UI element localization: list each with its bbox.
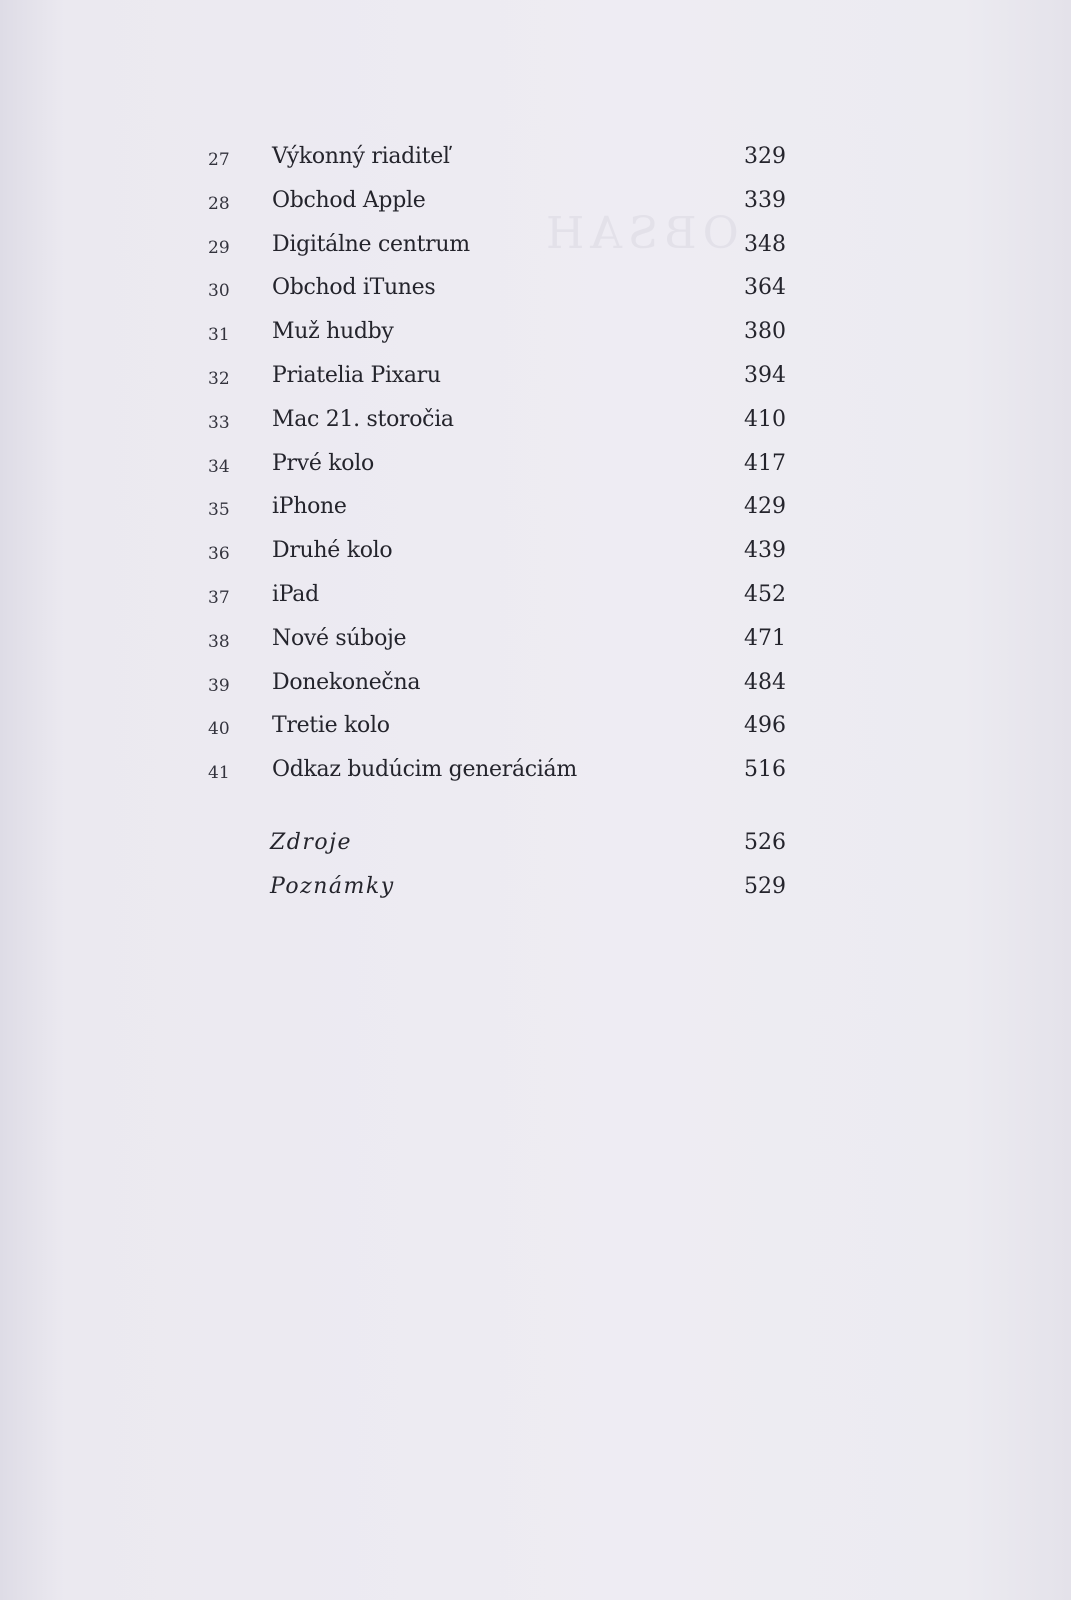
chapter-title: iPhone bbox=[272, 494, 347, 520]
page-number: 496 bbox=[744, 713, 786, 739]
chapter-number: 36 bbox=[208, 544, 230, 565]
chapter-number: 32 bbox=[208, 368, 230, 389]
show-through-heading: OBSAH bbox=[540, 208, 739, 259]
page-number: 417 bbox=[744, 450, 786, 476]
page-number: 394 bbox=[744, 362, 786, 388]
chapter-number: 30 bbox=[208, 281, 230, 302]
chapter-number: 38 bbox=[208, 631, 230, 652]
chapter-title: Obchod Apple bbox=[272, 187, 426, 213]
chapter-title: Odkaz budúcim generáciám bbox=[272, 757, 577, 783]
chapter-title: Priatelia Pixaru bbox=[272, 362, 441, 388]
page-number: 471 bbox=[744, 625, 786, 651]
toc-entry bbox=[0, 447, 1071, 491]
chapter-title: Muž hudby bbox=[272, 319, 394, 345]
page-number: 410 bbox=[744, 406, 786, 432]
chapter-number: 35 bbox=[208, 500, 230, 521]
back-matter-title: Zdroje bbox=[270, 830, 352, 855]
page-number: 364 bbox=[744, 275, 786, 301]
toc-entry bbox=[0, 490, 1071, 534]
toc-entry bbox=[0, 403, 1071, 447]
chapter-number: 40 bbox=[208, 719, 230, 740]
page-number: 380 bbox=[744, 319, 786, 345]
toc-entry bbox=[0, 228, 1071, 272]
back-matter-title: Poznámky bbox=[270, 873, 395, 899]
chapter-title: Mac 21. storočia bbox=[272, 406, 454, 432]
chapter-number: 37 bbox=[208, 587, 230, 608]
page-number: 516 bbox=[744, 757, 786, 783]
page-number: 348 bbox=[744, 231, 786, 257]
chapter-title: Druhé kolo bbox=[272, 538, 393, 564]
toc-entry bbox=[0, 666, 1071, 710]
page-number: 452 bbox=[744, 581, 786, 607]
chapter-title: Digitálne centrum bbox=[272, 231, 470, 257]
page-number: 526 bbox=[744, 830, 786, 855]
chapter-title: Donekonečna bbox=[272, 669, 421, 695]
chapter-number: 31 bbox=[208, 325, 230, 346]
chapter-number: 41 bbox=[208, 763, 230, 784]
toc-entry bbox=[0, 184, 1071, 228]
chapter-title: Nové súboje bbox=[272, 625, 407, 651]
chapter-title: Obchod iTunes bbox=[272, 275, 436, 301]
toc-entry bbox=[0, 753, 1071, 797]
chapter-number: 33 bbox=[208, 412, 230, 433]
chapter-number: 39 bbox=[208, 675, 230, 696]
toc-entry bbox=[0, 578, 1071, 622]
chapter-title: Prvé kolo bbox=[272, 450, 374, 476]
back-matter-entry bbox=[0, 826, 1071, 870]
toc-entry bbox=[0, 315, 1071, 359]
back-matter-list bbox=[0, 826, 1071, 914]
toc-entry bbox=[0, 140, 1071, 184]
chapter-number: 29 bbox=[208, 237, 230, 258]
page-number: 529 bbox=[744, 873, 786, 899]
page-number: 329 bbox=[744, 144, 786, 169]
toc-entry bbox=[0, 622, 1071, 666]
page-number: 484 bbox=[744, 669, 786, 695]
chapter-title: Výkonný riaditeľ bbox=[272, 144, 450, 169]
page-number: 339 bbox=[744, 187, 786, 213]
toc-entry bbox=[0, 709, 1071, 753]
chapter-title: Tretie kolo bbox=[272, 713, 390, 739]
toc-entry bbox=[0, 534, 1071, 578]
chapter-number: 34 bbox=[208, 456, 230, 477]
table-of-contents bbox=[0, 140, 1071, 797]
toc-entry bbox=[0, 359, 1071, 403]
chapter-number: 27 bbox=[208, 150, 230, 170]
chapter-title: iPad bbox=[272, 581, 319, 607]
chapter-number: 28 bbox=[208, 193, 230, 214]
toc-entry bbox=[0, 271, 1071, 315]
page-number: 439 bbox=[744, 538, 786, 564]
page-number: 429 bbox=[744, 494, 786, 520]
back-matter-entry bbox=[0, 870, 1071, 914]
